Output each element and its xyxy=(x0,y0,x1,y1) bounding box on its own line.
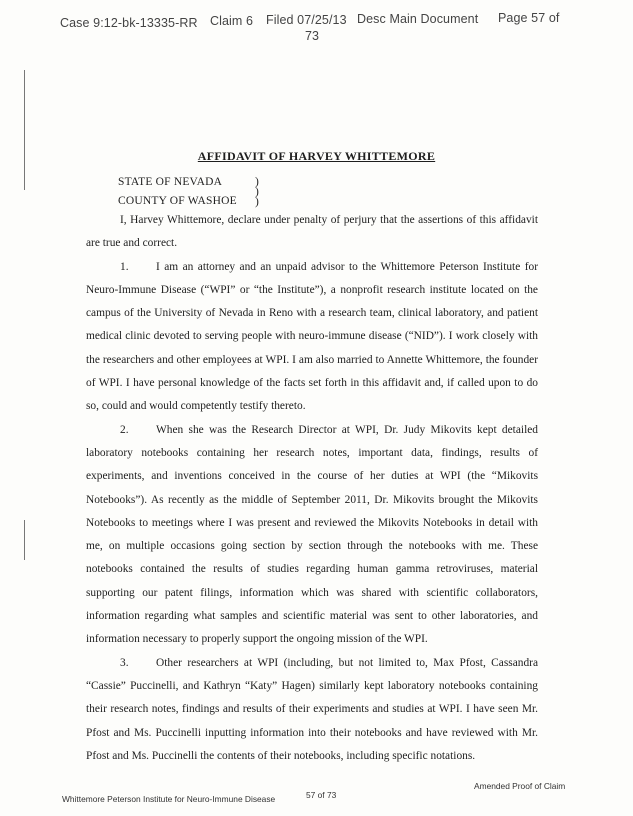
numbered-paragraph xyxy=(86,256,538,419)
page-indicator: Page 57 of xyxy=(498,11,560,25)
footer-institute: Whittemore Peterson Institute for Neuro-Immune Disease xyxy=(62,794,276,804)
affidavit-title: AFFIDAVIT OF HARVEY WHITTEMORE xyxy=(197,149,436,163)
case-number: Case 9:12-bk-13335-RR xyxy=(60,16,198,30)
claim-number: Claim 6 xyxy=(210,14,254,28)
paragraph-text: When she was the Research Director at WPI, Dr. Judy Mikovits kept detailed laboratory notebooks containing her research notes, important data, findings, results of experiments, and inventions conceived in the course of her duties at WPI (the “Mikovits Notebooks”). As recently as the middle of September 2011, Dr. Mikovits brought the Mikovits Notebooks to meetings where I was present and reviewed the Mikovits Notebooks in detail with me, on multiple occasions going section by section through the notebooks with me. These notebooks contained the results of studies regarding human gamma retroviruses, material supporting our patent filings, information which was shared with scientific collaborators, information regarding what samples and scientific material was sent to other laboratories, and information necessary to properly support the ongoing mission of the WPI. xyxy=(86,423,538,646)
scan-edge-mark xyxy=(24,70,25,190)
paragraph-text: Other researchers at WPI (including, but not limited to, Max Pfost, Cassandra “Cassie” Puccinelli, and Kathryn “Katy” Hagen) similarly kept laboratory notebooks containing their research notes, findings and results of their experiments and studies at WPI. I have seen Mr. Pfost and Ms. Puccinelli inputting information into their notebooks and have reviewed with Mr. Pfost and Ms. Puccinelli the contents of their notebooks, including specific notations. xyxy=(86,656,538,762)
venue-paren: ) xyxy=(255,196,259,208)
paragraph-text: I am an attorney and an unpaid advisor to the Whittemore Peterson Institute for Neuro-Immune Disease (“WPI” or “the Institute”), a nonprofit research institute located on the campus of the University of Nevada in Reno with a research team, clinical laboratory, and patient medical clinic devoted to serving people with neuro-immune disease (“NID”). I work closely with the researchers and other employees at WPI. I am also married to Annette Whittemore, the founder of WPI. I have personal knowledge of the facts set forth in this affidavit and, if called upon to do so, could and would competently testify thereto. xyxy=(86,260,538,413)
page-total: 73 xyxy=(305,29,320,43)
venue-state: STATE OF NEVADA xyxy=(118,176,223,188)
venue-county: COUNTY OF WASHOE xyxy=(118,195,237,207)
numbered-paragraph xyxy=(86,652,538,768)
footer-page: 57 of 73 xyxy=(306,790,337,800)
venue-paren: ) xyxy=(255,176,259,188)
doc-description: Desc Main Document xyxy=(357,12,479,26)
scan-edge-mark xyxy=(24,520,25,560)
footer-doc-title: Amended Proof of Claim xyxy=(474,781,566,791)
paragraph-number: 2. xyxy=(120,423,129,436)
numbered-paragraph xyxy=(86,419,538,652)
intro-paragraph: I, Harvey Whittemore, declare under penalty of perjury that the assertions of this affidavit are true and correct. xyxy=(86,214,538,250)
venue-paren: ) xyxy=(255,186,259,198)
affidavit-body xyxy=(86,209,538,768)
filed-date: Filed 07/25/13 xyxy=(266,13,347,27)
paragraph-number: 3. xyxy=(120,656,129,669)
paragraph-number: 1. xyxy=(120,260,129,273)
